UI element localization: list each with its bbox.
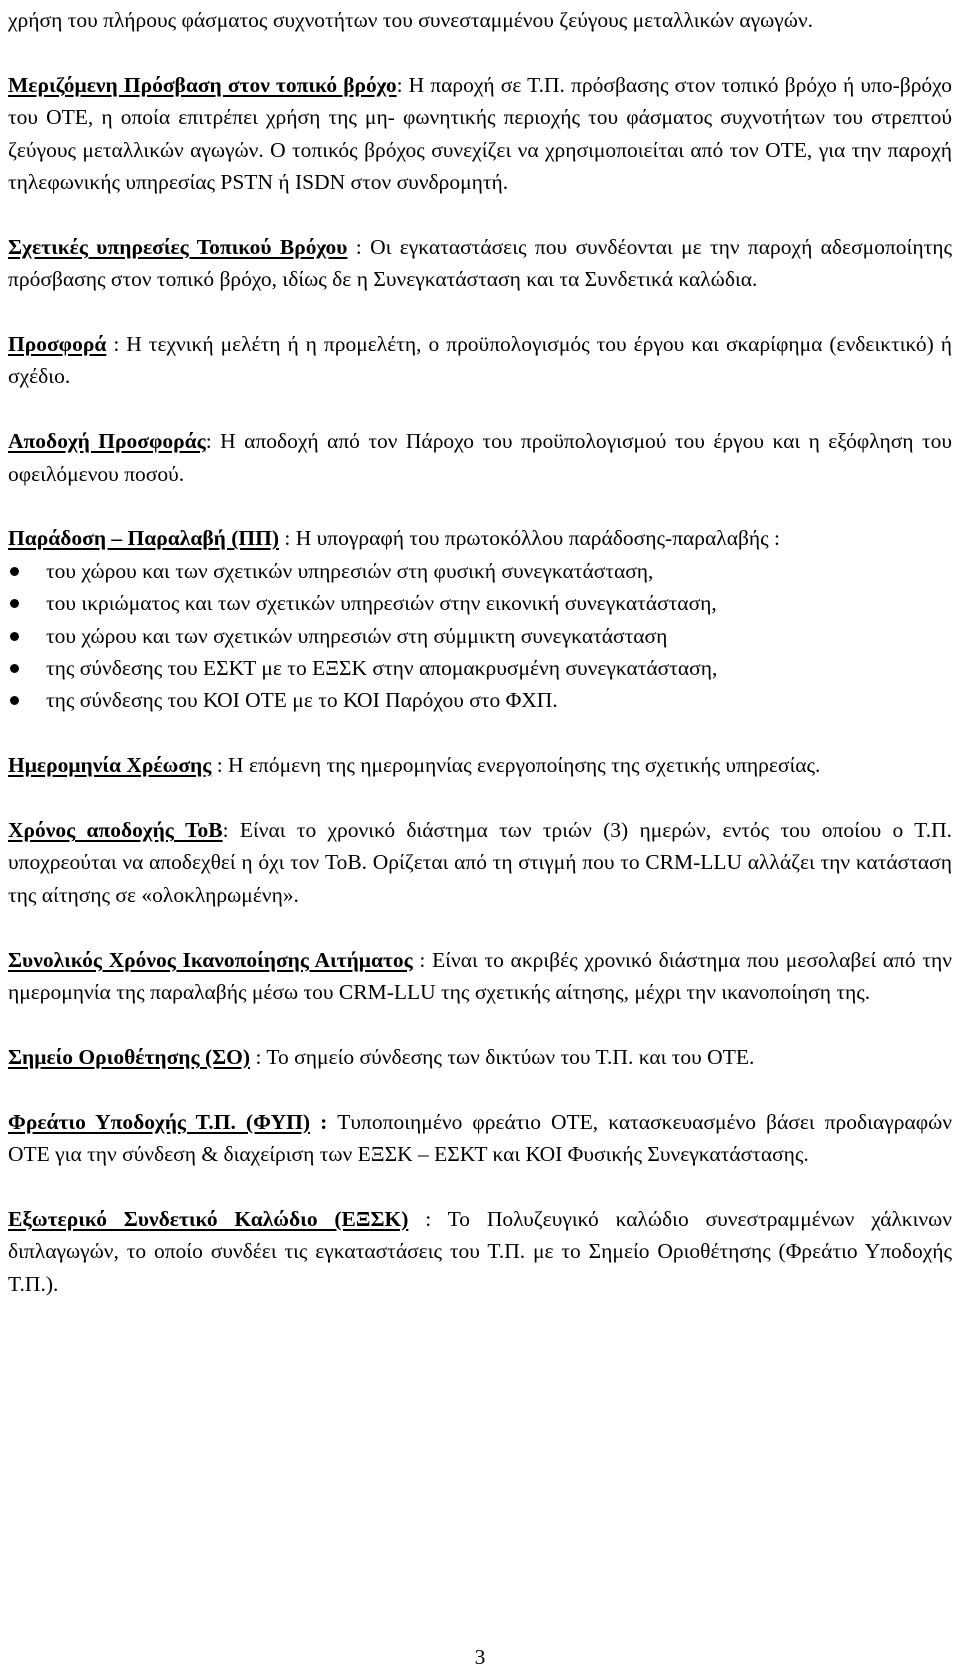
term-label: Προσφορά: [8, 332, 107, 357]
term-label: Σχετικές υπηρεσίες Τοπικού Βρόχου: [8, 234, 348, 259]
term-label: Σημείο Οριοθέτησης (ΣΟ): [8, 1044, 251, 1069]
definition-text: Είναι το ακριβές χρονικό διάστημα που μεσολαβεί από την ημερομηνία της παραλαβής μέσω του CRM-LLU της σχετικής αίτησης, μέχρι την ικανοποίηση της.: [8, 947, 952, 1005]
term-label: Ημερομηνία Χρέωσης: [8, 753, 212, 778]
definition-tob-acceptance-time: [8, 814, 952, 911]
term-separator: :: [250, 1044, 267, 1069]
definition-text: Οι εγκαταστάσεις που συνδέονται με την παροχή αδεσμοποίητης πρόσβασης στον τοπικό βρόχο, ιδίως δε η Συνεγκατάσταση και τα Συνδετικά καλώδια.: [8, 234, 952, 292]
term-separator: :: [106, 332, 127, 357]
definition-handover: [8, 522, 952, 554]
document-page: [8, 4, 952, 1300]
term-label: Χρόνος αποδοχής ToB: [8, 818, 223, 843]
term-label: Εξωτερικό Συνδετικό Καλώδιο (ΕΞΣΚ): [8, 1206, 409, 1231]
term-label: Αποδοχή Προσφοράς: [8, 429, 206, 454]
definition-text: Η παροχή σε Τ.Π. πρόσβασης στον τοπικό βρόχο ή υπο-βρόχο του ΟΤΕ, η οποία επιτρέπει χρήση της μη- φωνητικής περιοχής του φάσματος συχνοτήτων του στρεπτού ζεύγους μεταλλικών αγωγών. Ο τοπικός βρόχος συνεχίζει να χρησιμοποιείται από τον ΟΤΕ, για την παροχή τηλεφωνικής υπηρεσίας PSTN ή ISDN στον συνδρομητή.: [8, 72, 952, 195]
list-item: του χώρου και των σχετικών υπηρεσιών στη σύμμικτη συνεγκατάσταση: [8, 620, 952, 652]
list-item: του ικριώματος και των σχετικών υπηρεσιών στην εικονική συνεγκατάσταση,: [8, 587, 952, 619]
list-item: της σύνδεσης του ΚΟΙ ΟΤΕ με το ΚΟΙ Παρόχου στο ΦΧΠ.: [8, 684, 952, 716]
term-separator: :: [222, 818, 240, 843]
list-item: του χώρου και των σχετικών υπηρεσιών στη φυσική συνεγκατάσταση,: [8, 555, 952, 587]
definition-text: Είναι το χρονικό διάστημα των τριών (3) ημερών, εντός του οποίου ο Τ.Π. υποχρεούται να αποδεχθεί η όχι τον ToB. Ορίζεται από τη στιγμή που το CRM-LLU αλλάζει την κατάσταση της αίτησης σε «ολοκληρωμένη».: [8, 818, 952, 907]
definition-text: Η αποδοχή από τον Πάροχο του προϋπολογισμού του έργου και η εξόφληση του οφειλόμενου ποσού.: [8, 429, 953, 486]
term-label: Μεριζόμενη Πρόσβαση στον τοπικό βρόχο: [8, 72, 397, 97]
term-separator: :: [211, 753, 229, 778]
definition-text: Το σημείο σύνδεσης των δικτύων του Τ.Π. και του ΟΤΕ.: [266, 1044, 755, 1069]
term-label: Φρεάτιο Υποδοχής Τ.Π. (ΦΥΠ): [8, 1109, 311, 1134]
term-label: Παράδοση – Παραλαβή (ΠΠ): [8, 526, 280, 551]
list-item: της σύνδεσης του ΕΣΚΤ με το ΕΞΣΚ στην απομακρυσμένη συνεγκατάσταση,: [8, 652, 952, 684]
definition-text: Η υπογραφή του πρωτοκόλλου παράδοσης-παραλαβής :: [295, 526, 781, 551]
page-number: 3: [474, 1645, 486, 1669]
definition-text: Η τεχνική μελέτη ή η προμελέτη, ο προϋπολογισμός του έργου και σκαρίφημα (ενδεικτικό) ή σχέδιο.: [8, 332, 952, 389]
term-separator: :: [205, 429, 221, 454]
definition-billing-date: [8, 749, 952, 781]
term-separator: :: [408, 1206, 448, 1231]
definition-related-services: [8, 231, 952, 296]
definition-reception-manhole: [8, 1106, 952, 1171]
definition-demarcation-point: [8, 1041, 952, 1073]
definition-text: Η επόμενη της ημερομηνίας ενεργοποίησης της σχετικής υπηρεσίας.: [228, 753, 821, 778]
term-label: Συνολικός Χρόνος Ικανοποίησης Αιτήματος: [8, 947, 413, 972]
definition-offer: [8, 328, 952, 393]
handover-bullet-list: [8, 555, 952, 717]
definition-text: Τυποποιημένο φρεάτιο ΟΤΕ, κατασκευασμένο βάσει προδιαγραφών ΟΤΕ για την σύνδεση & διαχείριση των ΕΞΣΚ – ΕΣΚΤ και ΚΟΙ Φυσικής Συνεγκατάστασης.: [8, 1109, 952, 1167]
intro-paragraph: χρήση του πλήρους φάσματος συχνοτήτων του συνεσταμμένου ζεύγους μεταλλικών αγωγών.: [8, 8, 814, 32]
term-separator: :: [347, 234, 371, 259]
term-separator: :: [310, 1109, 338, 1134]
definition-shared-access: [8, 69, 952, 199]
term-separator: :: [279, 526, 296, 551]
term-separator: :: [412, 947, 433, 972]
definition-text: Το Πολυζευγικό καλώδιο συνεστραμμένων χάλκινων διπλαγωγών, το οποίο συνδέει τις εγκαταστάσεις του Τ.Π. με το Σημείο Οριοθέτησης (Φρεάτιο Υποδοχής Τ.Π.).: [8, 1206, 953, 1296]
definition-total-fulfillment-time: [8, 944, 952, 1009]
definition-external-tie-cable: [8, 1203, 952, 1300]
definition-offer-acceptance: [8, 425, 952, 490]
term-separator: :: [396, 72, 409, 97]
